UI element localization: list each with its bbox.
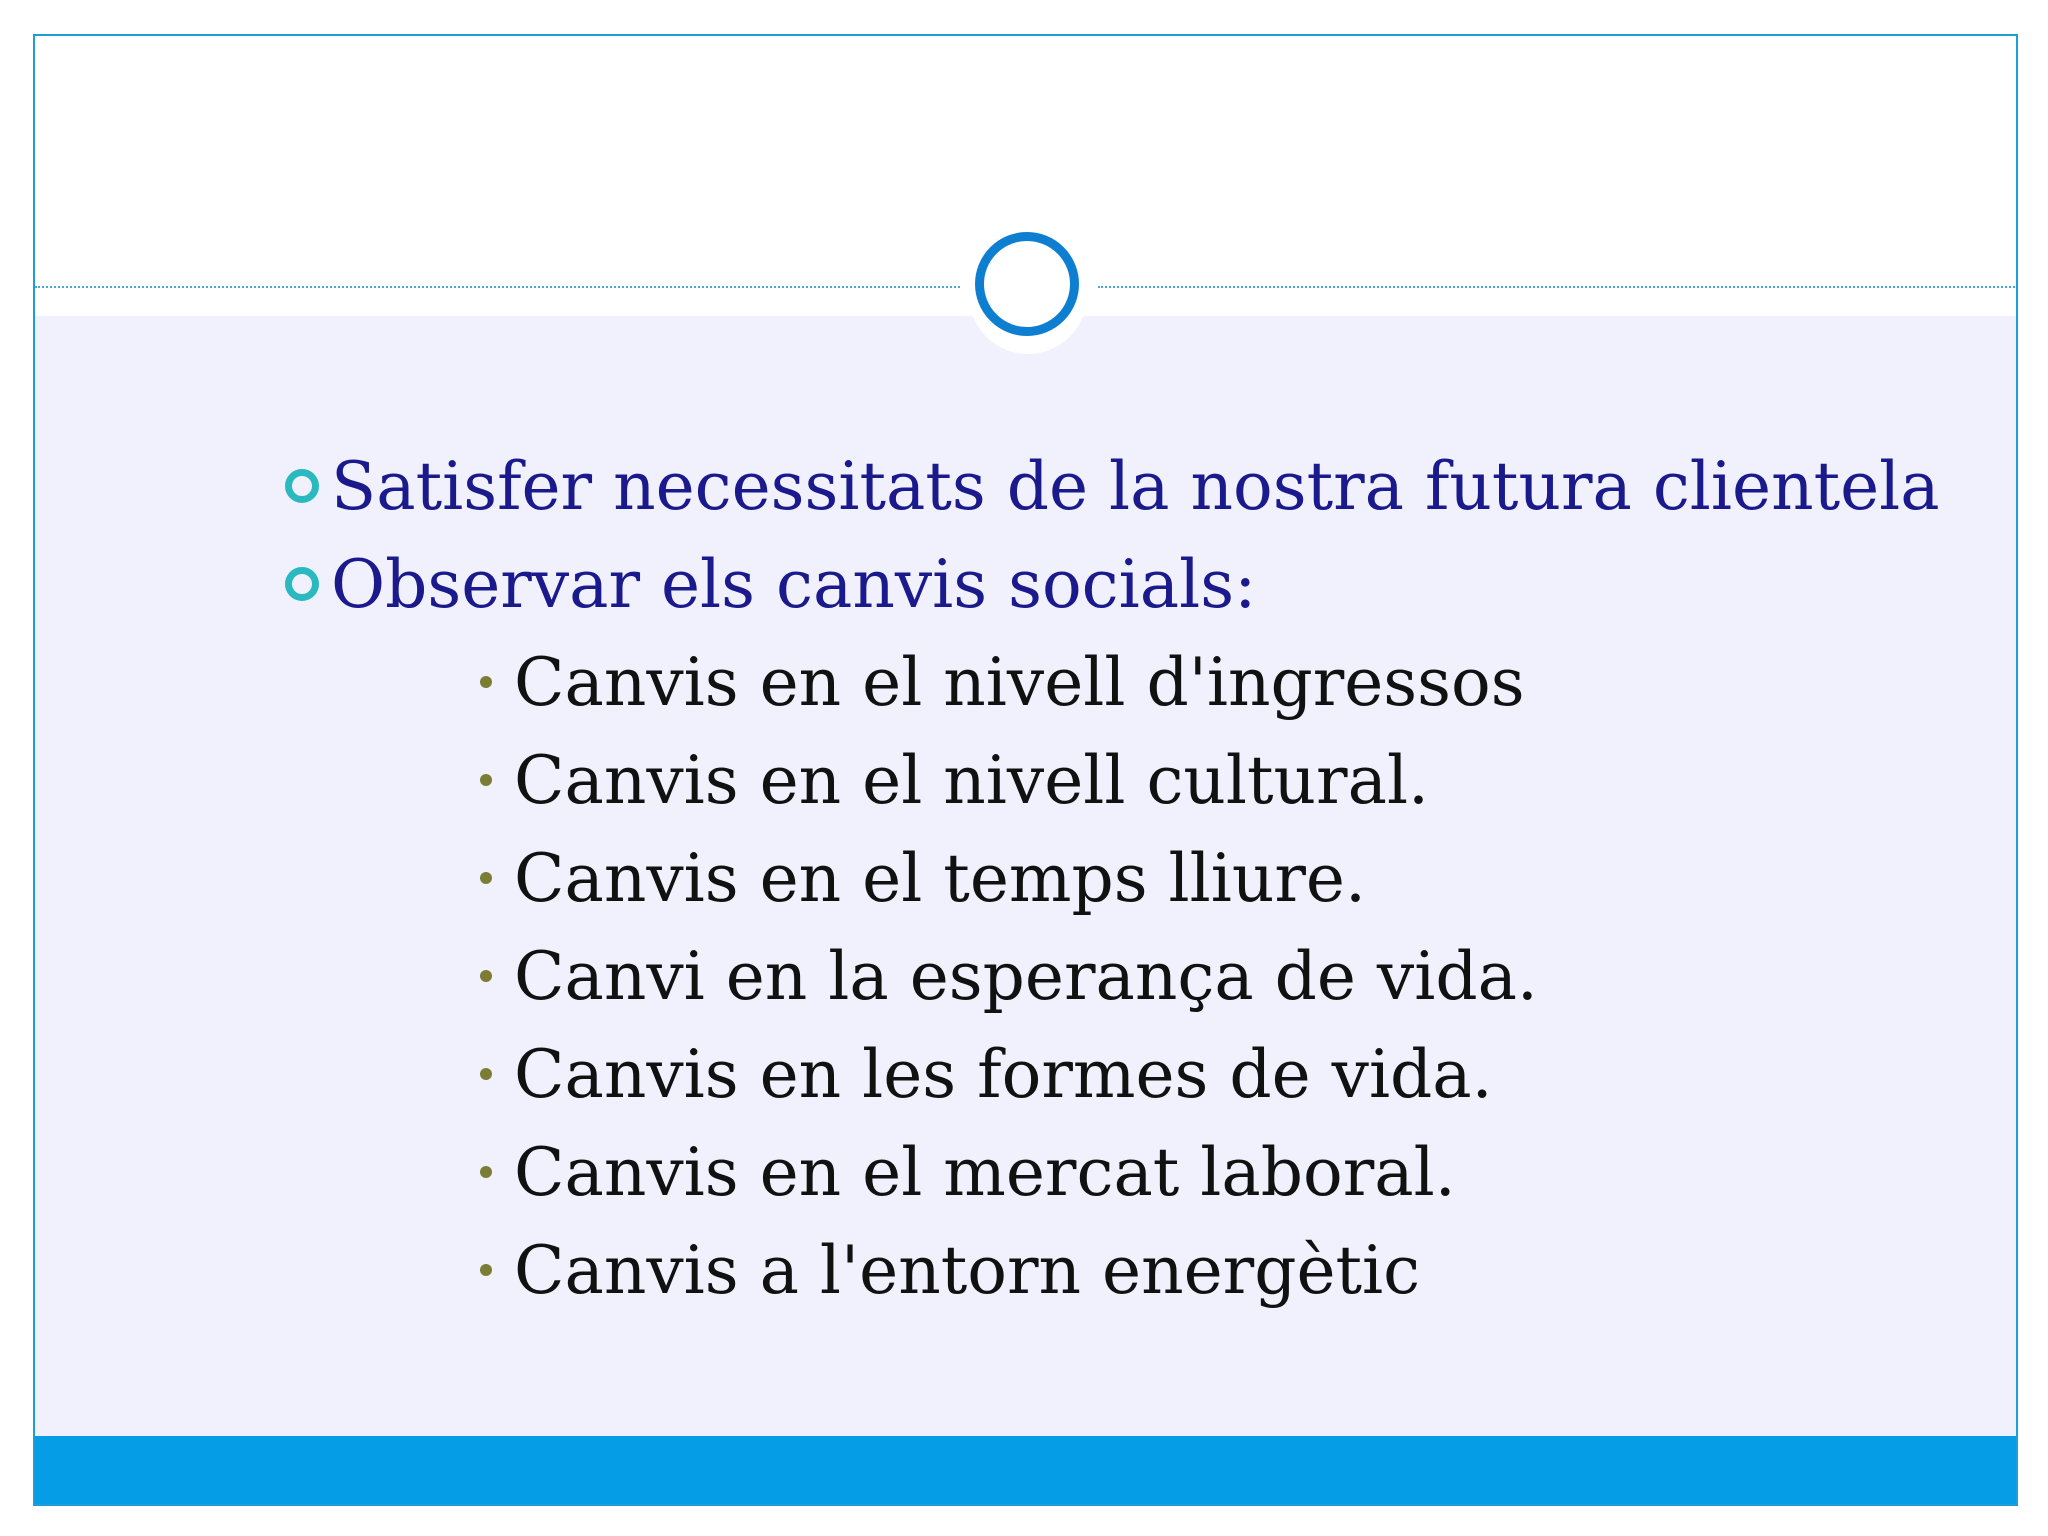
sub-bullet-text: Canvis en el nivell d'ingressos (514, 643, 1525, 721)
olive-dot-bullet-icon (480, 1166, 492, 1178)
slide-frame (33, 34, 2018, 1506)
sub-bullet-item (480, 931, 1538, 1021)
circle-ring-icon (975, 232, 1079, 336)
bullet-text: Observar els canvis socials: (331, 545, 1257, 623)
footer-bar (35, 1436, 2016, 1506)
olive-dot-bullet-icon (480, 872, 492, 884)
dotted-divider-left (35, 286, 960, 288)
olive-dot-bullet-icon (480, 1264, 492, 1276)
teal-ring-bullet-icon (285, 469, 319, 503)
sub-bullet-text: Canvis en el temps lliure. (514, 839, 1366, 917)
olive-dot-bullet-icon (480, 676, 492, 688)
bullet-item (285, 441, 1940, 531)
olive-dot-bullet-icon (480, 774, 492, 786)
olive-dot-bullet-icon (480, 970, 492, 982)
sub-bullet-text: Canvis en el nivell cultural. (514, 741, 1430, 819)
sub-bullet-text: Canvis a l'entorn energètic (514, 1231, 1421, 1309)
teal-ring-bullet-icon (285, 567, 319, 601)
sub-bullet-text: Canvis en les formes de vida. (514, 1035, 1493, 1113)
sub-bullet-item (480, 1127, 1456, 1217)
bullet-text: Satisfer necessitats de la nostra futura clientela (331, 447, 1940, 525)
sub-bullet-item (480, 833, 1366, 923)
sub-bullet-text: Canvis en el mercat laboral. (514, 1133, 1456, 1211)
sub-bullet-item (480, 1029, 1493, 1119)
sub-bullet-text: Canvi en la esperança de vida. (514, 937, 1538, 1015)
dotted-divider-right (1098, 286, 2018, 288)
bullet-item (285, 539, 1256, 629)
sub-bullet-item (480, 1225, 1420, 1315)
sub-bullet-item (480, 637, 1525, 727)
olive-dot-bullet-icon (480, 1068, 492, 1080)
sub-bullet-item (480, 735, 1429, 825)
